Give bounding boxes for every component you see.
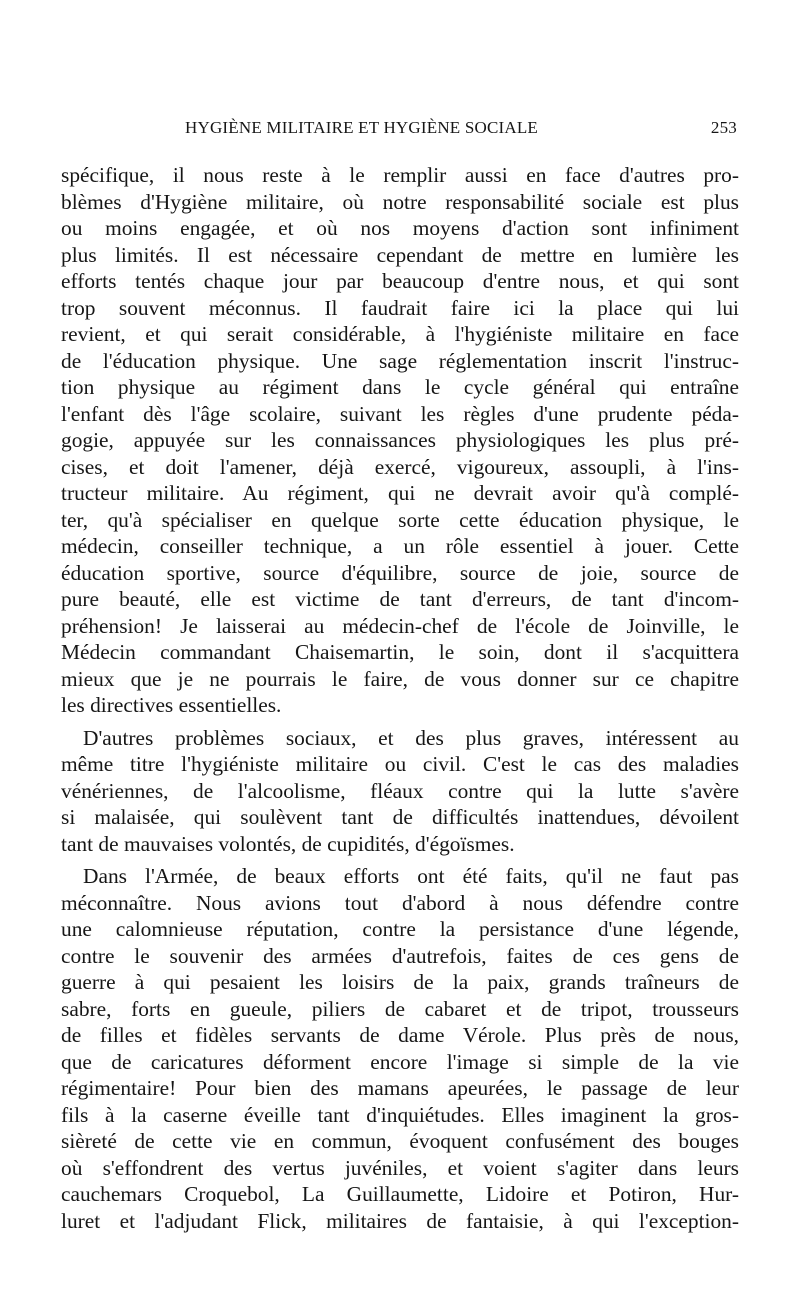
text-line: Dans l'Armée, de beaux efforts ont été faits, qu'il ne faut pas <box>83 864 739 888</box>
text-line: régimentaire! Pour bien des mamans apeurées, le passage de leur <box>61 1076 739 1100</box>
text-line: D'autres problèmes sociaux, et des plus graves, intéressent au <box>83 725 739 750</box>
text-line: cises, et doit l'amener, déjà exercé, vigoureux, assoupli, à l'ins- <box>61 454 739 479</box>
text-line: Médecin commandant Chaisemartin, le soin, dont il s'acquittera <box>61 640 739 664</box>
text-line: même titre l'hygiéniste militaire ou civil. C'est le cas des maladies <box>61 752 739 776</box>
text-line: l'enfant dès l'âge scolaire, suivant les règles d'une prudente péda- <box>61 401 739 426</box>
page-number: 253 <box>710 118 737 137</box>
text-line: spécifique, il nous reste à le remplir aussi en face d'autres pro- <box>61 163 739 187</box>
text-line: guerre à qui pesaient les loisirs de la paix, grands traîneurs de <box>61 970 739 994</box>
body-text <box>61 162 739 1234</box>
text-line: méconnaître. Nous avions tout d'abord à nous défendre contre <box>61 890 739 915</box>
text-line: de filles et fidèles servants de dame Vérole. Plus près de nous, <box>61 1023 739 1047</box>
text-line: sabre, forts en gueule, piliers de cabaret et de tripot, trousseurs <box>61 996 739 1021</box>
text-line: trop souvent méconnus. Il faudrait faire ici la place qui lui <box>61 295 739 320</box>
text-line: tant de mauvaises volontés, de cupidités, d'égoïsmes. <box>61 831 515 856</box>
text-line: cauchemars Croquebol, La Guillaumette, Lidoire et Potiron, Hur- <box>61 1182 739 1206</box>
paragraph-3 <box>61 863 739 1234</box>
text-line: luret et l'adjudant Flick, militaires de fantaisie, à qui l'exception- <box>61 1208 739 1233</box>
text-line: de l'éducation physique. Une sage réglementation inscrit l'instruc- <box>61 348 739 373</box>
text-line: pure beauté, elle est victime de tant d'erreurs, de tant d'incom- <box>61 587 739 611</box>
running-header <box>61 110 739 140</box>
text-line: tructeur militaire. Au régiment, qui ne devrait avoir qu'à complé- <box>61 481 739 505</box>
running-title: HYGIÈNE MILITAIRE ET HYGIÈNE SOCIALE <box>185 118 539 137</box>
text-line: mieux que je ne pourrais le faire, de vous donner sur ce chapitre <box>61 666 739 691</box>
paragraph-1 <box>61 162 739 719</box>
text-line: éducation sportive, source d'équilibre, source de joie, source de <box>61 560 739 585</box>
text-line: où s'effondrent des vertus juvéniles, et voient s'agiter dans leurs <box>61 1155 739 1180</box>
text-line: si malaisée, qui soulèvent tant de difficultés inattendues, dévoilent <box>61 805 739 829</box>
text-line: plus limités. Il est nécessaire cependant de mettre en lumière les <box>61 242 739 267</box>
paragraph-2 <box>61 725 739 858</box>
text-line: efforts tentés chaque jour par beaucoup d'entre nous, et qui sont <box>61 269 739 293</box>
text-line: tion physique au régiment dans le cycle général qui entraîne <box>61 375 739 399</box>
book-page <box>61 110 739 1234</box>
text-line: contre le souvenir des armées d'autrefois, faites de ces gens de <box>61 943 739 968</box>
text-line: fils à la caserne éveille tant d'inquiétudes. Elles imaginent la gros- <box>61 1102 739 1127</box>
text-line: que de caricatures déforment encore l'image si simple de la vie <box>61 1049 739 1074</box>
text-line: préhension! Je laisserai au médecin-chef de l'école de Joinville, le <box>61 613 739 638</box>
text-line: gogie, appuyée sur les connaissances physiologiques les plus pré- <box>61 428 739 452</box>
text-line: vénériennes, de l'alcoolisme, fléaux contre qui la lutte s'avère <box>61 778 739 803</box>
text-line: blèmes d'Hygiène militaire, où notre responsabilité sociale est plus <box>61 189 739 214</box>
text-line: ou moins engagée, et où nos moyens d'action sont infiniment <box>61 216 739 240</box>
text-line: une calomnieuse réputation, contre la persistance d'une légende, <box>61 917 739 941</box>
text-line: ter, qu'à spécialiser en quelque sorte cette éducation physique, le <box>61 507 739 532</box>
text-line: revient, et qui serait considérable, à l'hygiéniste militaire en face <box>61 322 739 346</box>
text-line: les directives essentielles. <box>61 693 282 717</box>
text-line: sièreté de cette vie en commun, évoquent confusément des bouges <box>61 1129 739 1153</box>
text-line: médecin, conseiller technique, a un rôle essentiel à jouer. Cette <box>61 534 739 558</box>
